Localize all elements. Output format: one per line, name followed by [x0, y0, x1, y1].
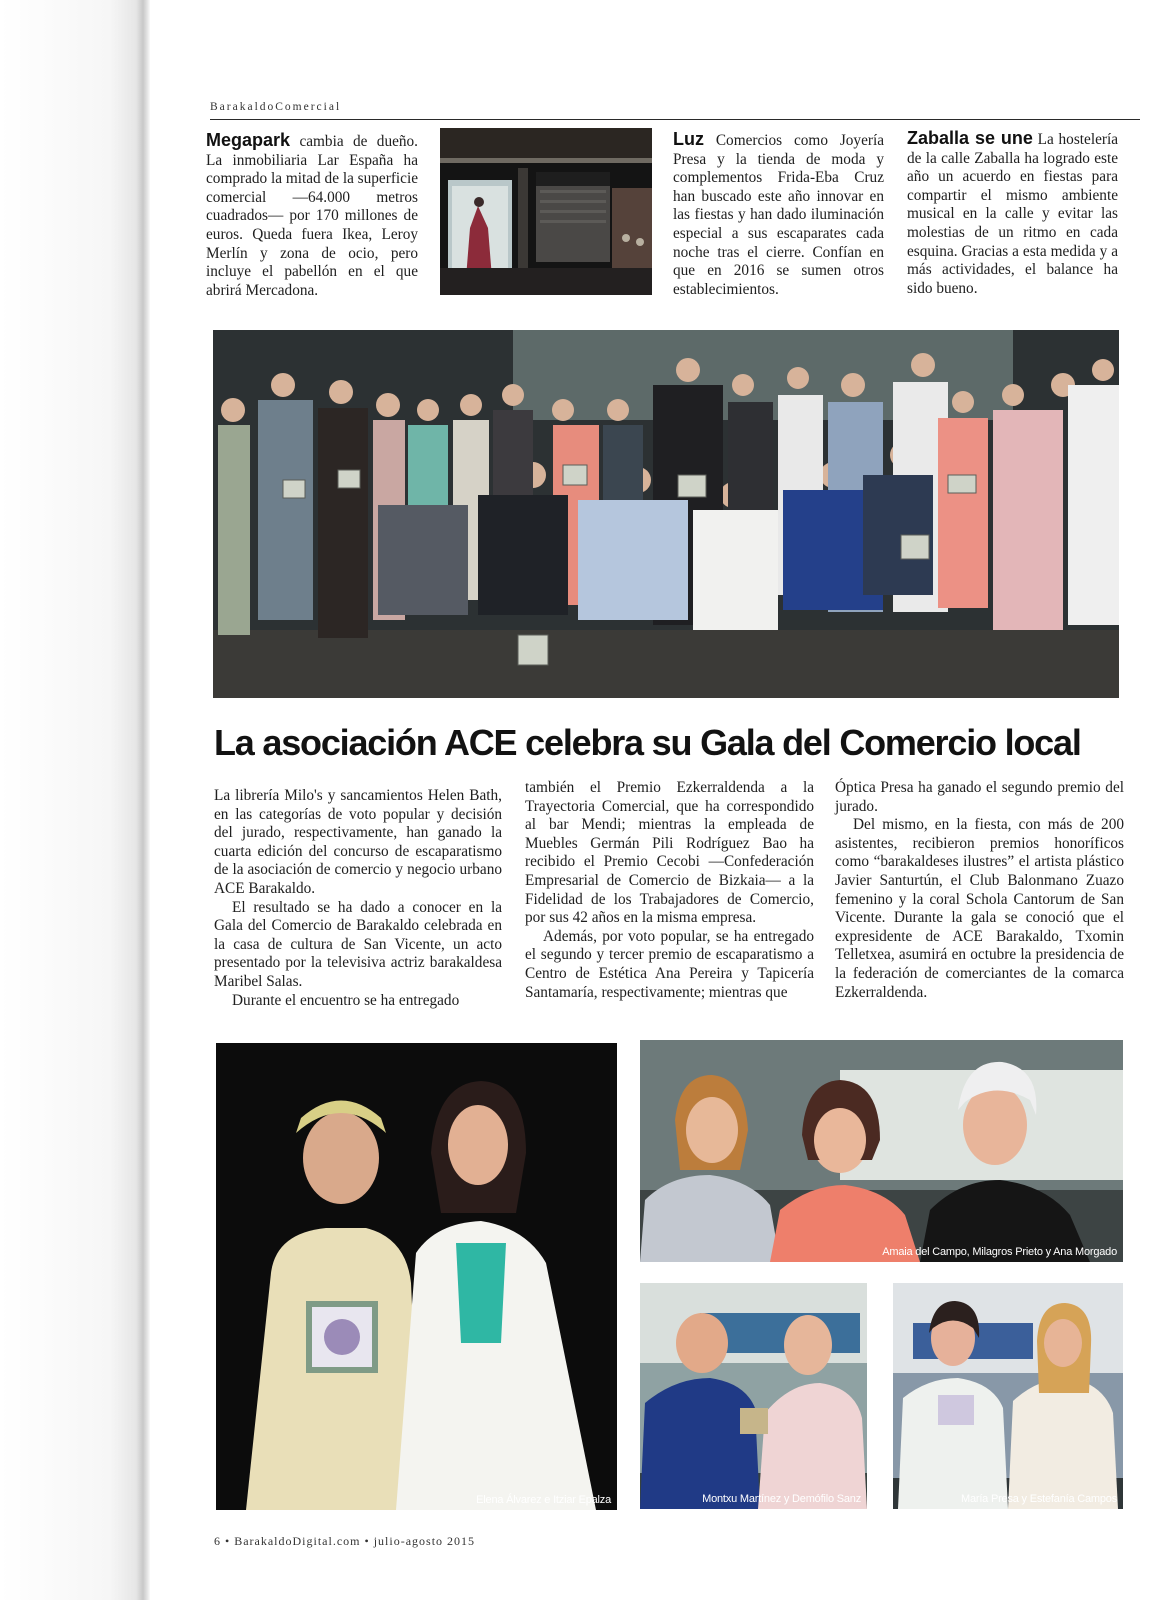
article-headline: La asociación ACE celebra su Gala del Comercio local	[214, 722, 1081, 763]
section-name: BarakaldoComercial	[210, 101, 342, 113]
brief-zaballa-text: La hostelería de la calle Zaballa ha logrado este año un acuerdo en fiestas para compartir el mismo ambiente musical en la calle y evitar las molestias de un ritmo en cada esquina. Gracias a esta medida y a más actividades, el balance ha sido bueno.	[907, 131, 1118, 297]
article-col1-p1: La librería Milo's y sancamientos Helen Bath, en las categorías de voto popular y decisión del jurado, respectivamente, han ganado la cuarta edición del concurso de escaparatismo de la asociación de comercio y negocio urbano ACE Barakaldo.	[214, 787, 502, 897]
brief-megapark	[206, 131, 418, 300]
article-column-1	[214, 787, 502, 1010]
article-col1-p3: Durante el encuentro se ha entregado	[232, 991, 460, 1009]
brief-zaballa	[907, 129, 1118, 298]
photo3-caption: Montxu Martínez y Demófilo Sanz	[702, 1493, 861, 1505]
photo-award-two-women	[216, 1043, 617, 1510]
page-binding-shadow	[0, 0, 150, 1600]
photo4-caption: María Presa y Estefanía Campos	[960, 1493, 1117, 1505]
article-col3-p2: Del mismo, en la fiesta, con más de 200 asistentes, recibieron premios honoríficos como “barakaldeses ilustres” el artista plástico Javier Santurtún, el Club Balonmano Zuazo femenino y la coral Schola Cantorum de San Vicente. Durante la gala se conoció que el expresidente de ACE Barakaldo, Txomin Telletxea, asumirá en octubre la presidencia de la federación de comerciantes de la comarca Ezkerraldenda.	[835, 816, 1124, 1001]
photo2-caption: Amaia del Campo, Milagros Prieto y Ana Morgado	[882, 1246, 1117, 1258]
storefront-photo	[440, 128, 652, 295]
photo-two-women-award	[893, 1283, 1123, 1509]
brief-luz	[673, 130, 884, 299]
brief-zaballa-title: Zaballa se une	[907, 128, 1033, 148]
article-column-2	[525, 779, 814, 1002]
article-column-3	[835, 779, 1124, 1002]
article-col2-p1: también el Premio Ezkerraldenda a la Trayectoria Comercial, que ha correspondido al bar Mendi; mientras la empleada de Muebles Germán Pili Rodríguez Bao ha recibido el Premio Cecobi —Confederación Empresarial de Comercio de Bizkaia— a la Fidelidad de los Trabajadores de Comercio, por sus 42 años en la misma empresa.	[525, 779, 814, 927]
brief-luz-text: Comercios como Joyería Presa y la tienda de moda y complementos Frida-Eba Cruz han buscado este año innovar en las fiestas y han dado iluminación especial a sus escaparates cada noche tras el cierre. Confían en que en 2016 se sumen otros establecimientos.	[673, 132, 884, 298]
group-photo	[213, 330, 1119, 698]
article-col3-p1: Óptica Presa ha ganado el segundo premio del jurado.	[835, 779, 1124, 815]
article-col1-p2: El resultado se ha dado a conocer en la Gala del Comercio de Barakaldo celebrada en la casa de cultura de San Vicente, un acto presentado por la televisiva actriz barakaldesa Maribel Salas.	[214, 898, 502, 990]
photo-two-men	[640, 1283, 867, 1509]
page-footer: 6 • BarakaldoDigital.com • julio-agosto 2015	[214, 1534, 476, 1548]
brief-megapark-title: Megapark	[206, 130, 291, 150]
photo1-caption: Elena Álvarez e Itziar Epalza	[476, 1494, 611, 1506]
section-header	[210, 101, 1140, 120]
brief-megapark-text: cambia de dueño. La inmobiliaria Lar España ha comprado la mitad de la superficie comercial —64.000 metros cuadrados— por 170 millones de euros. Queda fuera Ikea, Leroy Merlín y zona de ocio, pero incluye el pabellón en el que abrirá Mercadona.	[206, 133, 419, 299]
brief-luz-title: Luz	[673, 129, 704, 149]
article-col2-p2: Además, por voto popular, se ha entregado el segundo y tercer premio de escaparatismo a Centro de Estética Ana Pereira y Tapicería Santamaría, respectivamente; mientras que	[525, 927, 814, 1001]
photo-three-women	[640, 1040, 1123, 1262]
